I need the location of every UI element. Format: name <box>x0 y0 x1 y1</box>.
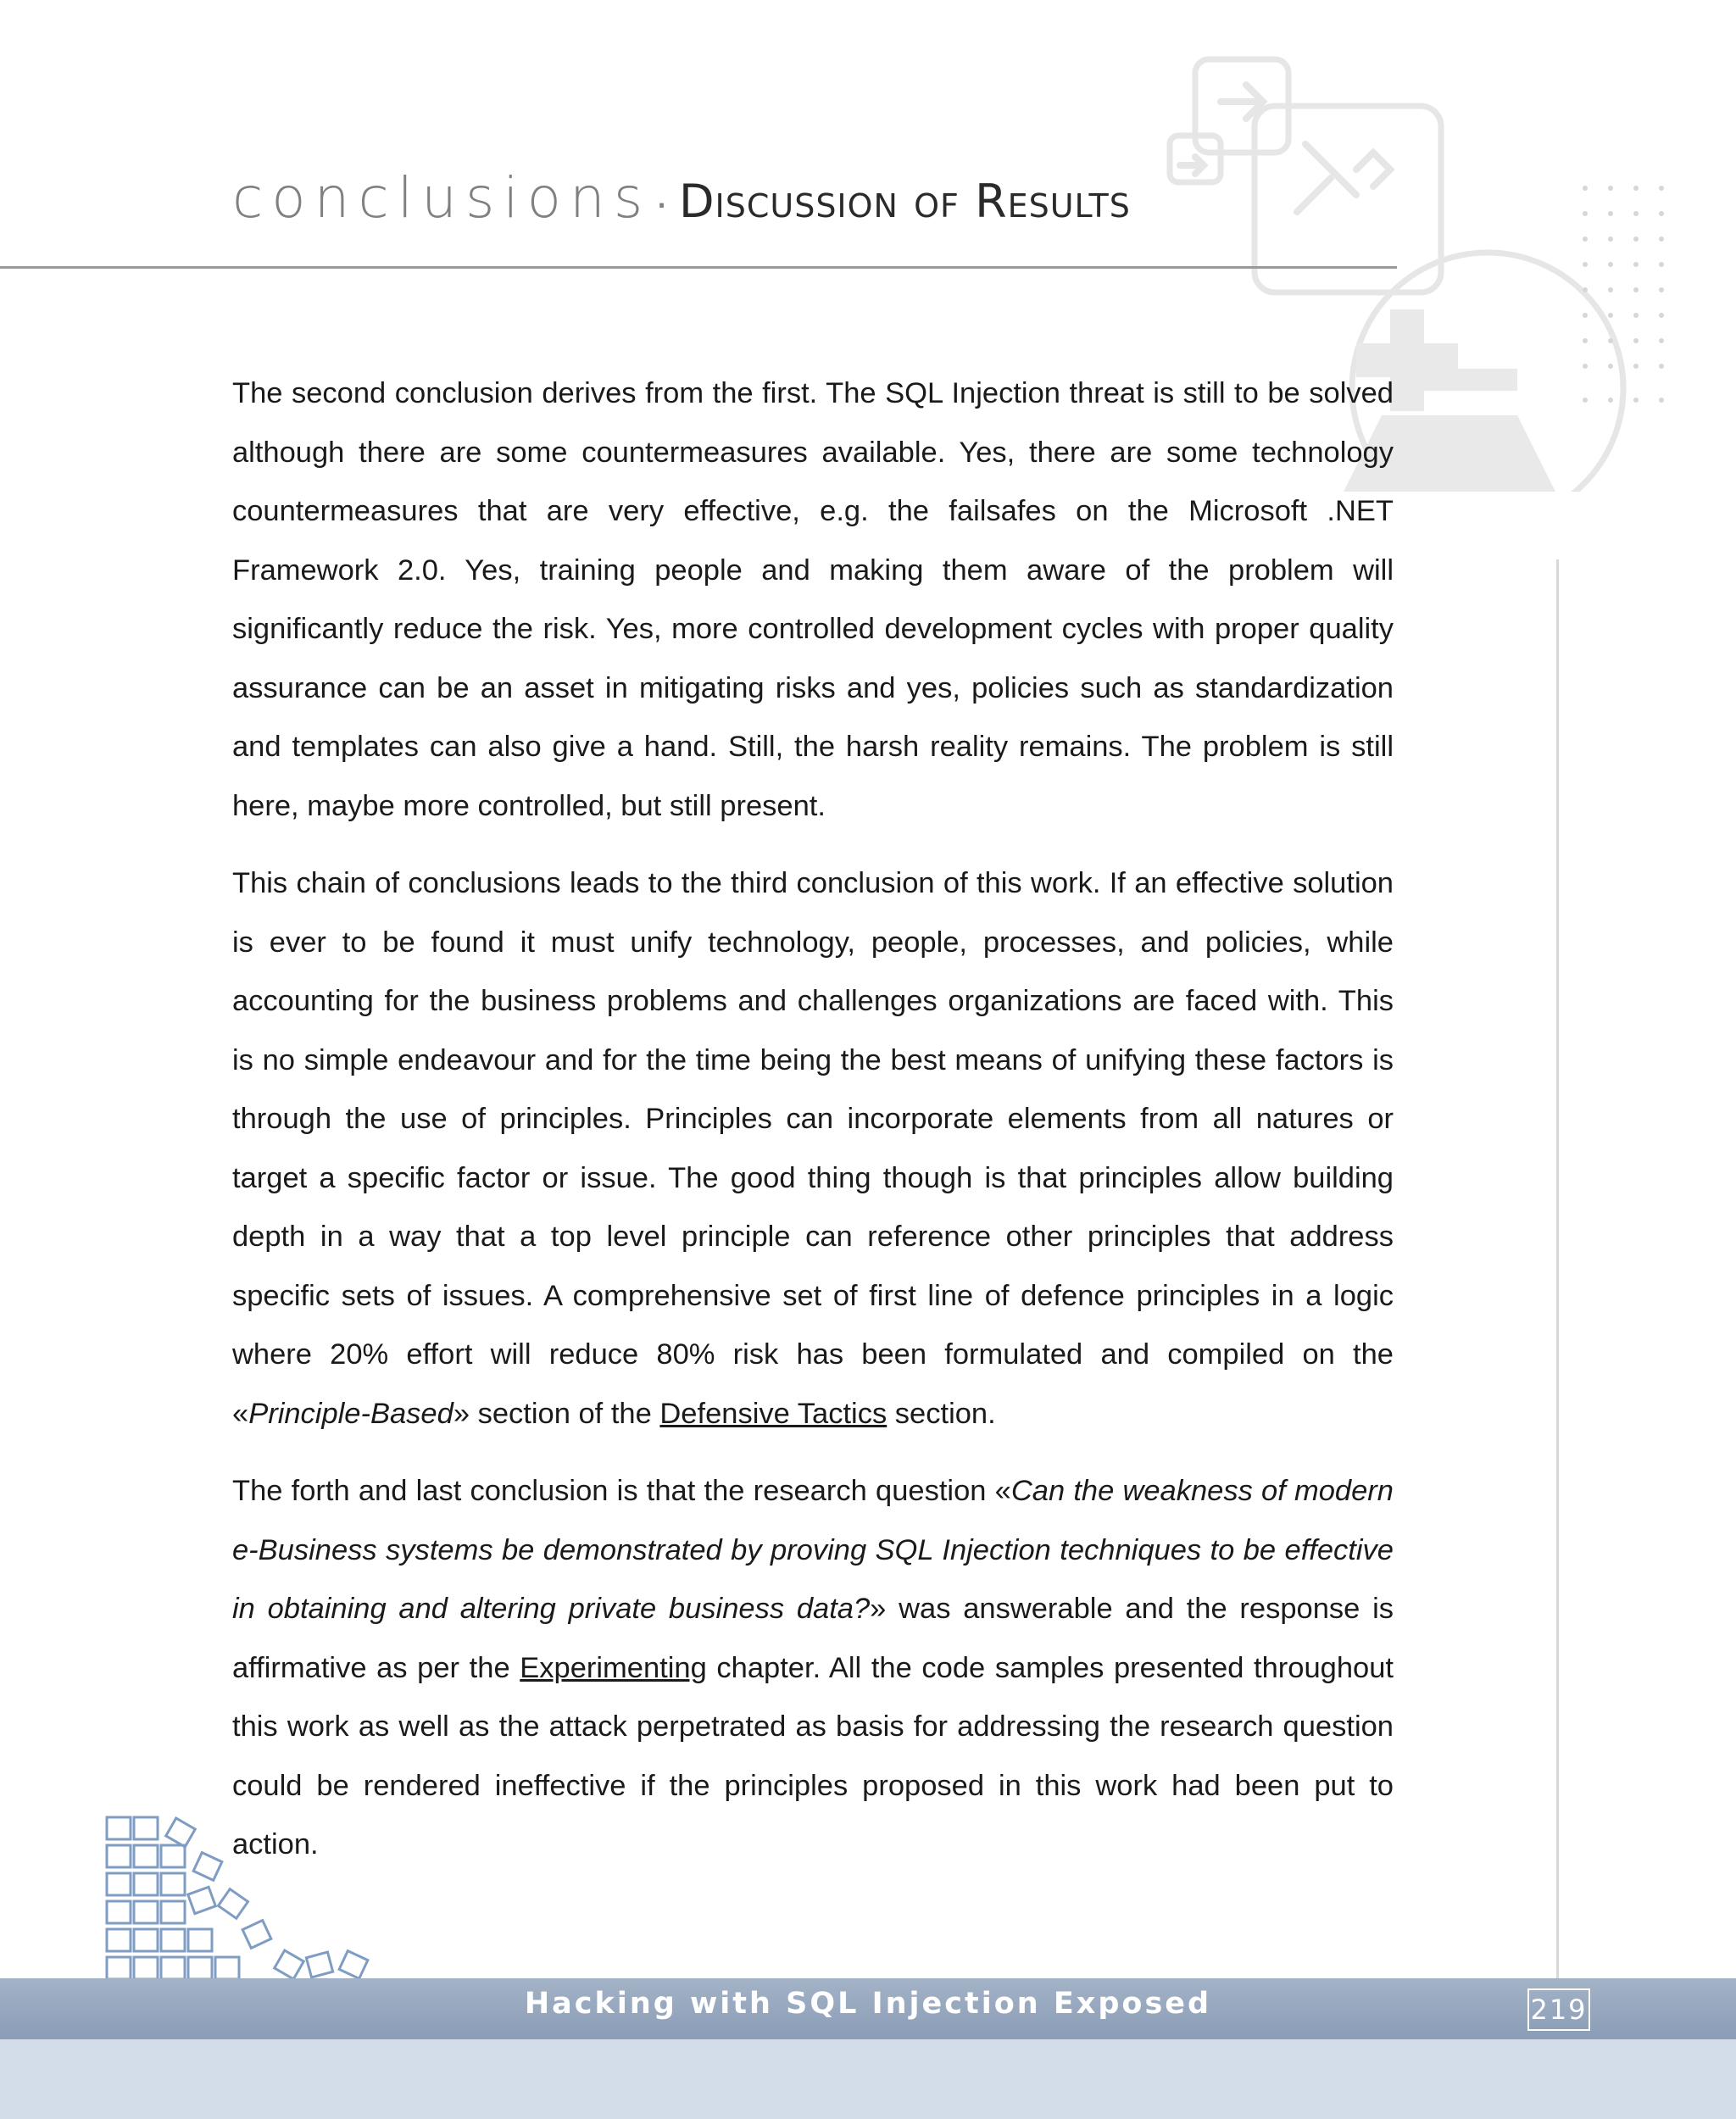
page-header <box>232 165 1131 231</box>
paragraph-3-text-c: chapter. All the code samples presented throughout this work as well as the attack perpetrated as basis for addressing the research question could be rendered ineffective if the principles proposed in this work had been put to action. <box>232 1651 1394 1860</box>
paragraph-2-text-c: section. <box>887 1397 996 1430</box>
header-rule <box>0 266 1397 269</box>
paragraph-2-text-a: This chain of conclusions leads to the third conclusion of this work. If an effective solution is ever to be found it must unify technology, people, processes, and policies, while accounting for the business problems and challenges organizations are faced with. This is no simple endeavour and for the time being the best means of unifying these factors is through the use of principles. Principles can incorporate elements from all natures or target a specific factor or issue. The good thing though is that principles allow building depth in a way that a top level principle can reference other principles that address specific sets of issues. A comprehensive set of first line of defence principles in a logic where 20% effort will reduce 80% risk has been formulated and compiled on the <box>232 867 1394 1371</box>
paragraph-1: The second conclusion derives from the first. The SQL Injection threat is still to be solved although there are some countermeasures available. Yes, there are some technology countermeasures that are very effective, e.g. the failsafes on the Microsoft .NET Framework 2.0. Yes, training people and making them aware of the problem will significantly reduce the risk. Yes, more controlled development cycles with proper quality assurance can be an asset in mitigating risks and yes, policies such as standardization and templates can also give a hand. Still, the harsh reality remains. The problem is still here, maybe more controlled, but still present. <box>232 377 1394 822</box>
research-question: Can the weakness of modern e-Business systems be demonstrated by proving SQL Injection techniques to be effective in obtaining and altering private business data? <box>232 1475 1394 1625</box>
defensive-tactics-link[interactable]: Defensive Tactics <box>659 1397 887 1430</box>
section-title: Discussion of Results <box>678 175 1131 228</box>
page-number: 219 <box>1527 1988 1590 2031</box>
principle-based-ref: Principle-Based <box>248 1397 453 1430</box>
footer-book-title: Hacking with SQL Injection Exposed <box>524 1987 1212 2021</box>
chapter-title: conclusions <box>232 165 652 231</box>
footer-bottom-strip <box>0 2039 1736 2119</box>
paragraph-2-text-b: section of the <box>470 1397 660 1430</box>
paragraph-2-open-quote: « <box>232 1397 249 1430</box>
side-rule <box>1556 559 1559 1983</box>
paragraph-2 <box>232 854 1394 1443</box>
paragraph-2-close-quote: » <box>453 1397 470 1430</box>
experimenting-link[interactable]: Experimenting <box>520 1651 707 1684</box>
paragraph-3-text-a: The forth and last conclusion is that the research question « <box>232 1475 1011 1507</box>
paragraph-3-text-b: » was answerable and the response is affirmative as per the <box>232 1593 1394 1684</box>
header-separator: · <box>654 179 669 226</box>
body-text <box>232 364 1394 1894</box>
